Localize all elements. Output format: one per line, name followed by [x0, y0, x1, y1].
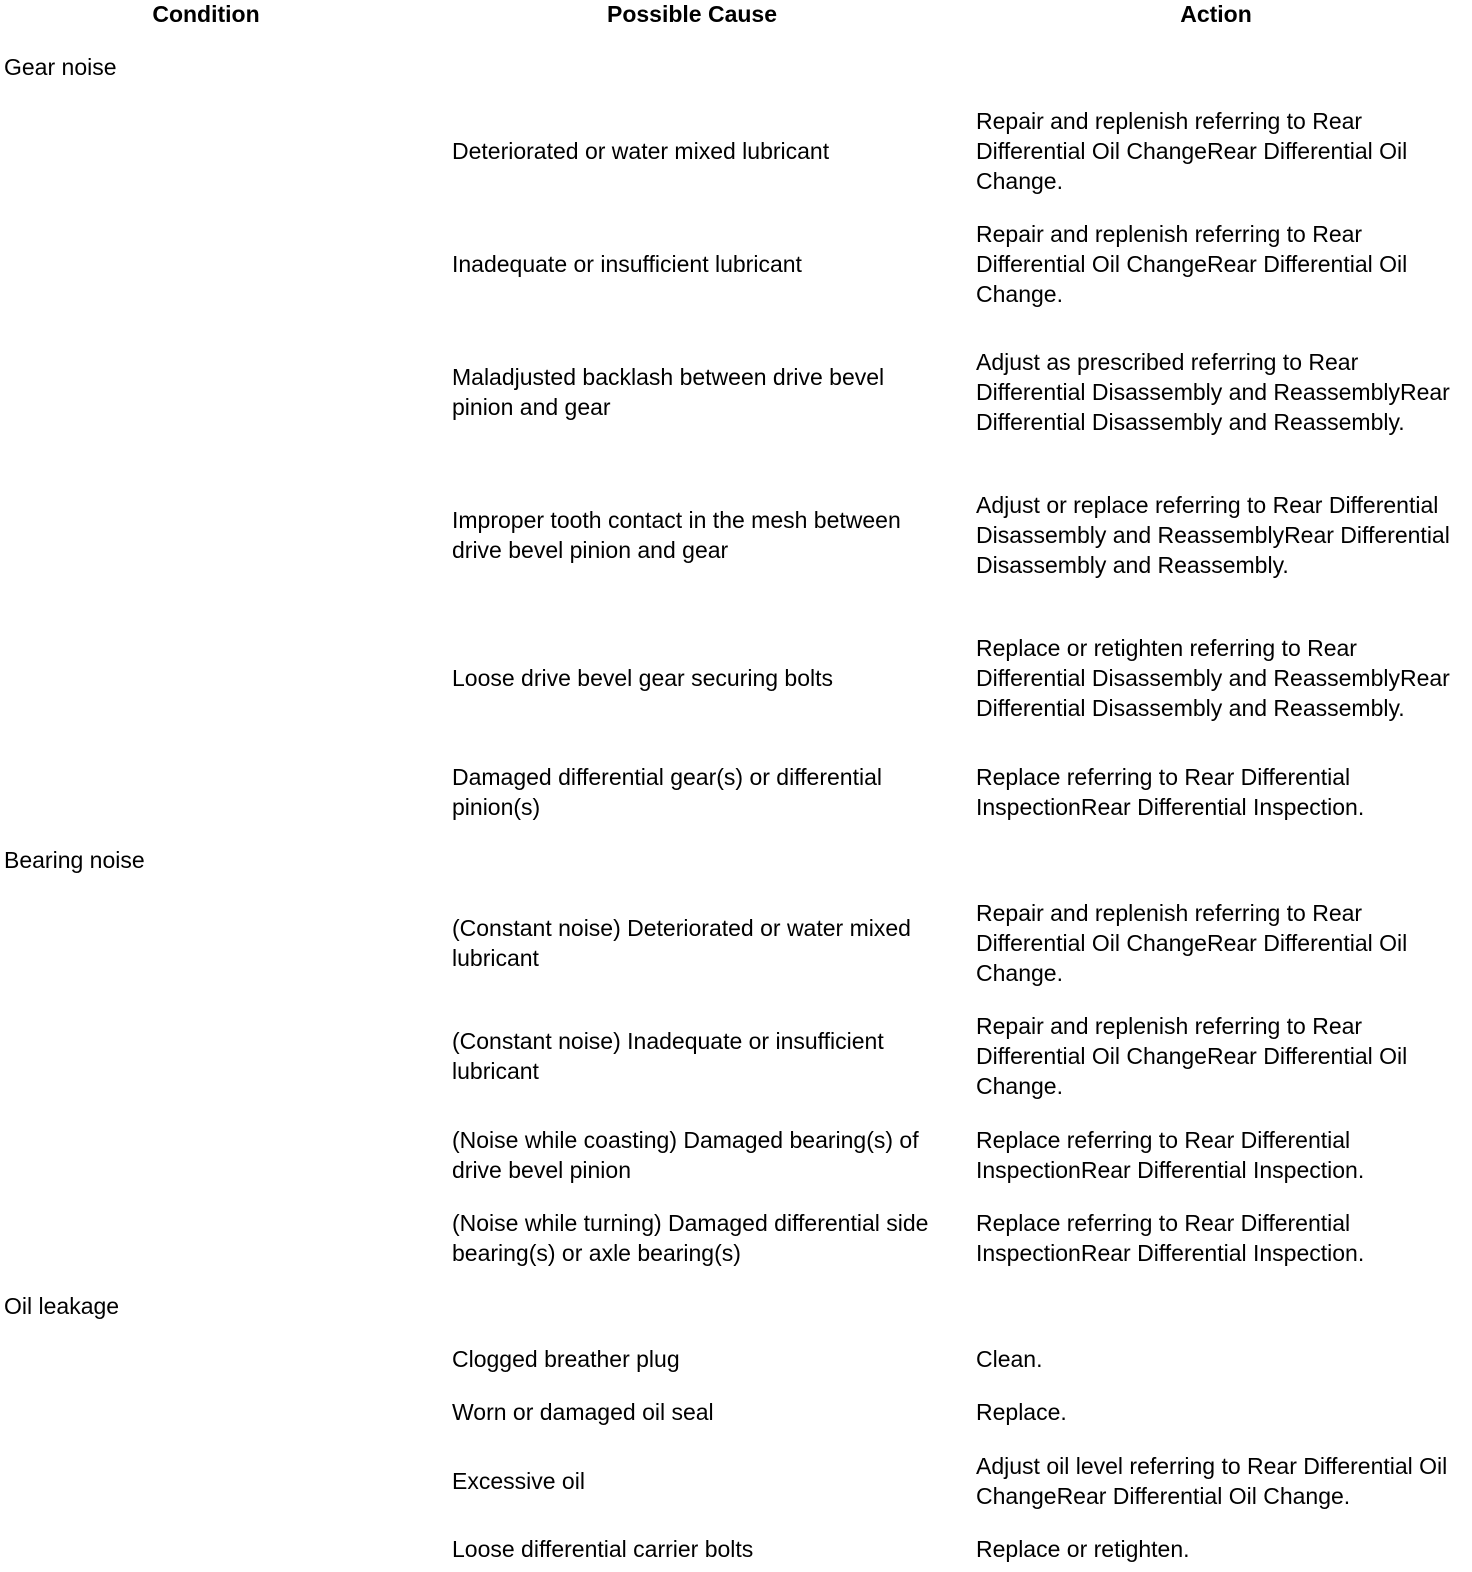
cause-cell: [452, 1344, 942, 1374]
action-text: Adjust as prescribed referring to Rear Differential Disassembly and ReassemblyRear Differential Disassembly and Reassembly.: [976, 349, 1450, 435]
table-row: [0, 1011, 1472, 1101]
action-text: Replace.: [976, 1399, 1067, 1425]
cause-cell: [452, 1397, 942, 1427]
cause-cell: [452, 1125, 942, 1185]
action-cell: [976, 1534, 1466, 1564]
cause-cell: [452, 1208, 942, 1268]
cause-text: Inadequate or insufficient lubricant: [452, 251, 802, 277]
table-row: [0, 1534, 1472, 1564]
cause-text: Deteriorated or water mixed lubricant: [452, 138, 830, 164]
table-header: [0, 0, 1472, 30]
condition-oil-leakage: Oil leakage: [4, 1293, 120, 1319]
table-row: [0, 618, 1472, 738]
cause-cell: [452, 898, 942, 988]
cause-text: Loose drive bevel gear securing bolts: [452, 665, 834, 691]
table-row: [0, 1344, 1472, 1374]
cause-cell: [452, 219, 942, 309]
cause-cell: [452, 475, 942, 595]
cause-text: Loose differential carrier bolts: [452, 1536, 754, 1562]
action-cell: [976, 1011, 1466, 1101]
cause-text: Improper tooth contact in the mesh between drive bevel pinion and gear: [452, 507, 901, 563]
action-text: Repair and replenish referring to Rear Differential Oil ChangeRear Differential Oil Change.: [976, 900, 1408, 986]
action-cell: [976, 898, 1466, 988]
cause-text: Clogged breather plug: [452, 1346, 680, 1372]
table-row: [0, 898, 1472, 988]
header-possible-cause: Possible Cause: [606, 1, 778, 27]
cause-cell: [452, 1534, 942, 1564]
action-text: Repair and replenish referring to Rear Differential Oil ChangeRear Differential Oil Change.: [976, 221, 1408, 307]
header-action: Action: [1180, 1, 1252, 27]
action-text: Adjust or replace referring to Rear Differential Disassembly and ReassemblyRear Differential Disassembly and Reassembly.: [976, 492, 1450, 578]
cause-cell: [452, 332, 942, 452]
condition-bearing-noise: Bearing noise: [4, 847, 145, 873]
condition-gear-noise: Gear noise: [4, 54, 117, 80]
cause-cell: [452, 106, 942, 196]
action-cell: [976, 1208, 1466, 1268]
action-text: Replace referring to Rear Differential InspectionRear Differential Inspection.: [976, 764, 1365, 820]
table-row: [0, 1397, 1472, 1427]
action-text: Replace referring to Rear Differential InspectionRear Differential Inspection.: [976, 1127, 1365, 1183]
cause-text: (Noise while coasting) Damaged bearing(s) of drive bevel pinion: [452, 1127, 919, 1183]
cause-text: Worn or damaged oil seal: [452, 1399, 714, 1425]
table-row: [0, 219, 1472, 309]
cause-text: Excessive oil: [452, 1468, 585, 1494]
header-condition: Condition: [152, 1, 260, 27]
table-row: [0, 332, 1472, 452]
action-text: Adjust oil level referring to Rear Differential Oil ChangeRear Differential Oil Change.: [976, 1453, 1448, 1509]
action-cell: [976, 618, 1466, 738]
cause-cell: [452, 762, 942, 822]
action-cell: [976, 1451, 1466, 1511]
table-row: [0, 475, 1472, 595]
cause-text: (Constant noise) Deteriorated or water mixed lubricant: [452, 915, 911, 971]
cause-text: Maladjusted backlash between drive bevel pinion and gear: [452, 364, 885, 420]
cause-text: (Noise while turning) Damaged differential side bearing(s) or axle bearing(s): [452, 1210, 929, 1266]
action-text: Replace referring to Rear Differential InspectionRear Differential Inspection.: [976, 1210, 1365, 1266]
cause-cell: [452, 1011, 942, 1101]
table-row: [0, 762, 1472, 822]
action-cell: [976, 106, 1466, 196]
action-cell: [976, 1397, 1466, 1427]
table-row: [0, 1125, 1472, 1185]
table-row: [0, 106, 1472, 196]
action-cell: [976, 1344, 1466, 1374]
action-cell: [976, 475, 1466, 595]
cause-text: Damaged differential gear(s) or differential pinion(s): [452, 764, 882, 820]
action-cell: [976, 762, 1466, 822]
cause-text: (Constant noise) Inadequate or insufficient lubricant: [452, 1028, 884, 1084]
cause-cell: [452, 618, 942, 738]
action-text: Replace or retighten.: [976, 1536, 1190, 1562]
action-cell: [976, 1125, 1466, 1185]
table-row: [0, 1208, 1472, 1268]
action-text: Repair and replenish referring to Rear Differential Oil ChangeRear Differential Oil Change.: [976, 108, 1408, 194]
action-text: Clean.: [976, 1346, 1043, 1372]
action-cell: [976, 332, 1466, 452]
action-cell: [976, 219, 1466, 309]
table-row: [0, 1451, 1472, 1511]
action-text: Replace or retighten referring to Rear Differential Disassembly and ReassemblyRear Differential Disassembly and Reassembly.: [976, 635, 1450, 721]
action-text: Repair and replenish referring to Rear Differential Oil ChangeRear Differential Oil Change.: [976, 1013, 1408, 1099]
cause-cell: [452, 1451, 942, 1511]
